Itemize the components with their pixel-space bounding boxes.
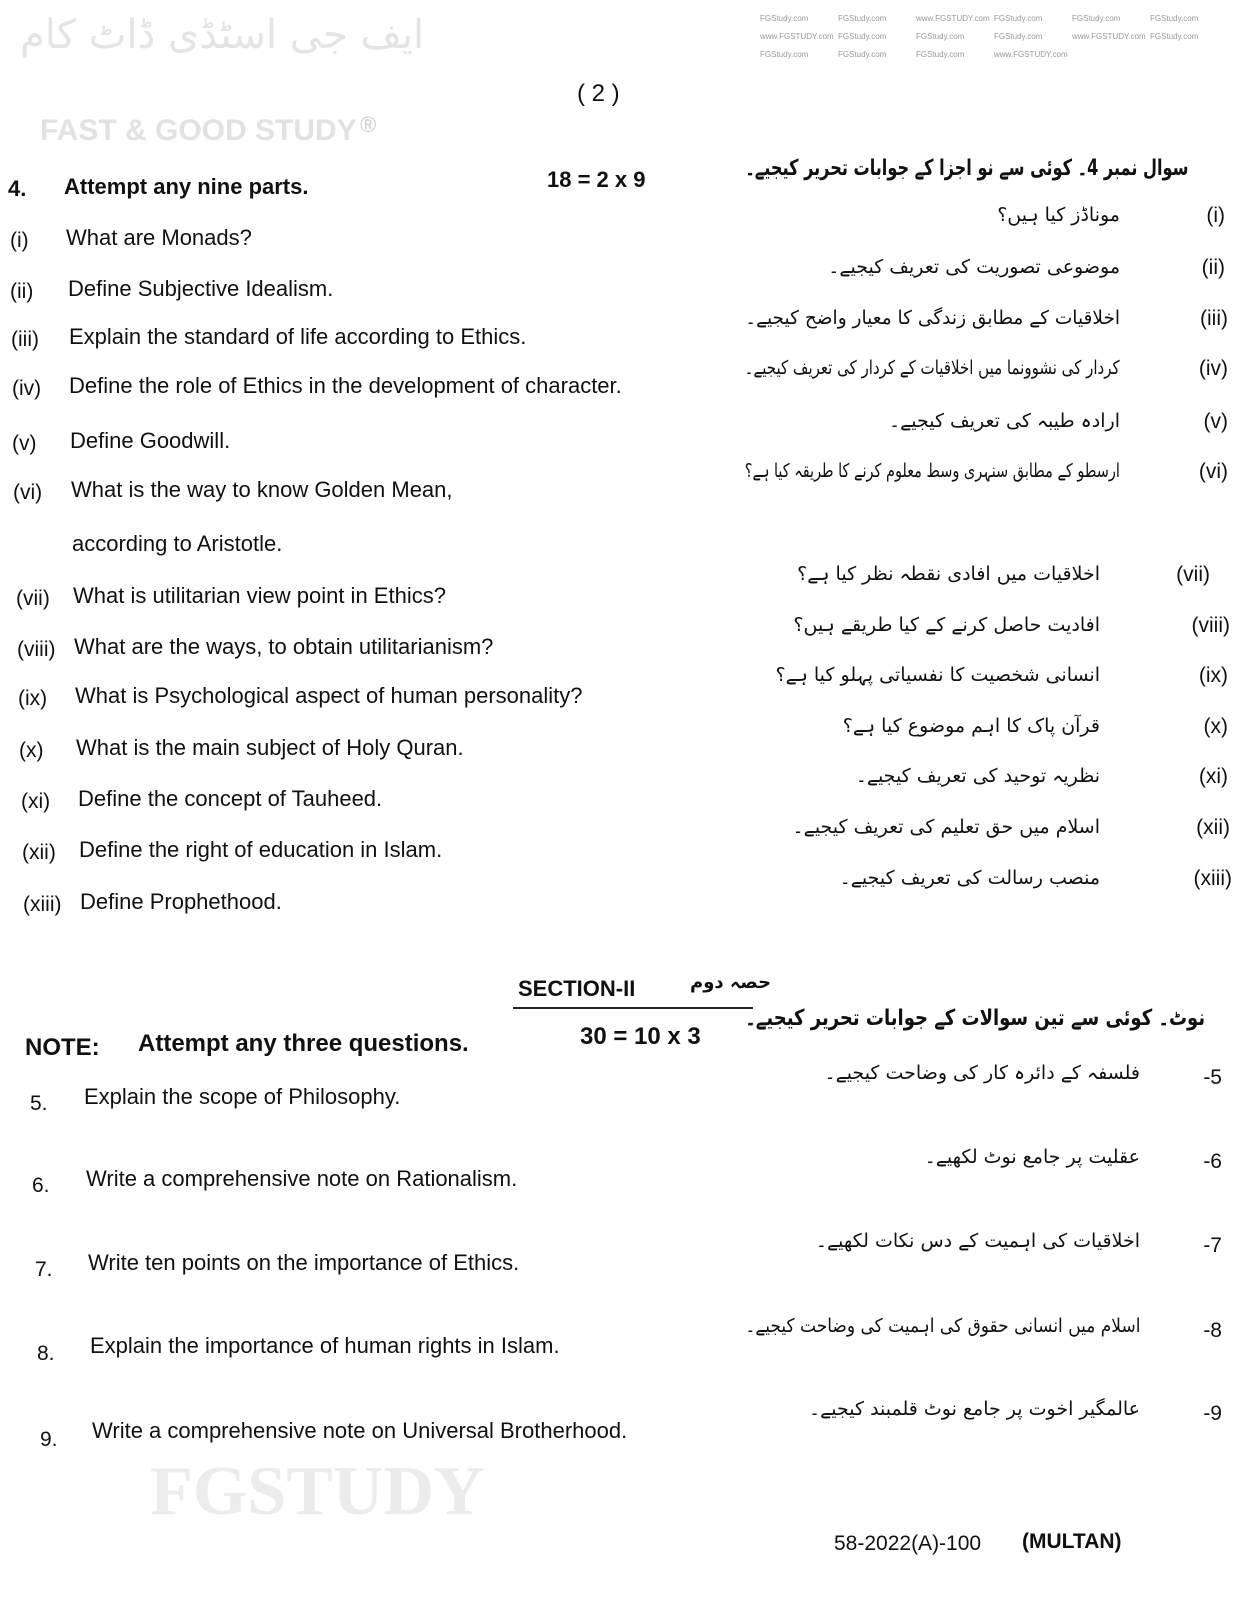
part1-urdu-heading: سوال نمبر 4۔ کوئی سے نو اجزا کے جوابات تحریر کیجیے۔ — [744, 156, 1188, 181]
watermark-small: FGStudy.com — [760, 50, 809, 59]
item-urdu-number: (xiii) — [1193, 867, 1232, 890]
item-urdu-text: انسانی شخصیت کا نفسیاتی پہلو کیا ہے؟ — [775, 664, 1100, 686]
item-english-text: What is Psychological aspect of human personality? — [75, 683, 583, 708]
item-urdu-number: (x) — [1203, 715, 1228, 738]
question-english-text: Write a comprehensive note on Rationalism. — [86, 1166, 518, 1191]
question-english-text: Write a comprehensive note on Universal Brotherhood. — [92, 1418, 628, 1443]
item-english-text: Define Subjective Idealism. — [68, 276, 334, 301]
item-urdu-text: نظریہ توحید کی تعریف کیجیے۔ — [855, 765, 1100, 787]
question-urdu-text: عقلیت پر جامع نوٹ لکھیے۔ — [924, 1146, 1140, 1168]
item-number: (ix) — [18, 687, 48, 710]
item-english-text: What is the way to know Golden Mean, — [71, 477, 453, 502]
item-urdu-text: قرآن پاک کا اہم موضوع کیا ہے؟ — [842, 715, 1100, 737]
page-number: ( 2 ) — [577, 80, 620, 107]
item-number: (x) — [19, 739, 44, 762]
watermark-brand: FGSTUDY — [150, 1453, 485, 1530]
item-urdu-text: منصب رسالت کی تعریف کیجیے۔ — [839, 867, 1100, 889]
watermark-small: FGStudy.com — [838, 32, 887, 41]
item-english-text: What is the main subject of Holy Quran. — [76, 735, 464, 760]
watermark-small: www.FGSTUDY.com — [916, 14, 990, 23]
item-number: (iii) — [11, 328, 39, 351]
item-number: (iv) — [12, 377, 42, 400]
watermark-small: FGStudy.com — [838, 14, 887, 23]
question-urdu-number: -6 — [1203, 1150, 1222, 1173]
question-urdu-number: -7 — [1203, 1234, 1222, 1257]
watermark-small: www.FGSTUDY.com — [1072, 32, 1146, 41]
section-title: SECTION-II — [518, 976, 636, 1001]
footer-code: 58-2022(A)-100 — [834, 1532, 982, 1555]
question-urdu-text: عالمگیر اخوت پر جامع نوٹ قلمبند کیجیے۔ — [809, 1398, 1140, 1420]
question-urdu-text: اخلاقیات کی اہمیت کے دس نکات لکھیے۔ — [815, 1230, 1140, 1252]
item-english-text: What is utilitarian view point in Ethics? — [73, 583, 446, 608]
question-urdu-number: -5 — [1203, 1066, 1222, 1089]
question-english-text: Explain the scope of Philosophy. — [84, 1084, 401, 1109]
question-number: 5. — [30, 1092, 48, 1115]
item-urdu-number: (ii) — [1201, 256, 1225, 279]
item-number: (viii) — [17, 638, 56, 661]
item-urdu-text: اخلاقیات کے مطابق زندگی کا معیار واضح کیجیے۔ — [745, 307, 1120, 329]
item-urdu-text: اسلام میں حق تعلیم کی تعریف کیجیے۔ — [792, 816, 1100, 838]
section2-marks: 30 = 10 x 3 — [580, 1023, 701, 1050]
item-urdu-text: افادیت حاصل کرنے کے کیا طریقے ہیں؟ — [793, 614, 1100, 636]
watermark-small: FGStudy.com — [994, 32, 1043, 41]
section2-instruction: Attempt any three questions. — [138, 1030, 469, 1057]
question-english-text: Explain the importance of human rights in Islam. — [90, 1333, 560, 1358]
section-underline — [513, 1007, 753, 1009]
watermark-tagline: FAST & GOOD STUDY — [40, 114, 357, 147]
watermark-small: FGStudy.com — [760, 14, 809, 23]
item-english-text: Define the concept of Tauheed. — [78, 786, 383, 811]
item-urdu-number: (iv) — [1198, 357, 1228, 380]
watermark-urdu: ایف جی اسٹڈی ڈاٹ کام — [20, 12, 425, 58]
item-english-text: What are Monads? — [66, 225, 252, 250]
item-urdu-text: موناڈز کیا ہیں؟ — [997, 204, 1120, 226]
watermark-small: www.FGSTUDY.com — [994, 50, 1068, 59]
item-number: (v) — [12, 432, 37, 455]
section-urdu-title: حصہ دوم — [690, 972, 772, 993]
item-number: (vii) — [16, 587, 50, 610]
watermark-registered: ® — [360, 112, 377, 137]
watermark-small: FGStudy.com — [916, 32, 965, 41]
item-urdu-text: ارادہ طیبہ کی تعریف کیجیے۔ — [888, 410, 1120, 432]
watermark-small: FGStudy.com — [1150, 32, 1199, 41]
watermark-small: FGStudy.com — [994, 14, 1043, 23]
item-urdu-number: (vii) — [1176, 563, 1210, 586]
question-number: 8. — [37, 1342, 55, 1365]
item-urdu-number: (viii) — [1191, 614, 1230, 637]
item-english-text: Define Prophethood. — [80, 889, 282, 914]
question-english-text: Write ten points on the importance of Ethics. — [88, 1250, 520, 1275]
item-number: (xiii) — [23, 893, 62, 916]
part1-marks: 18 = 2 x 9 — [547, 167, 646, 192]
item-urdu-text: موضوعی تصوریت کی تعریف کیجیے۔ — [828, 256, 1120, 278]
question-urdu-number: -9 — [1203, 1402, 1222, 1425]
item-english-text: Define the right of education in Islam. — [79, 837, 443, 862]
watermark-small: FGStudy.com — [916, 50, 965, 59]
question-number: 4. — [8, 176, 27, 201]
question-urdu-text: فلسفہ کے دائرہ کار کی وضاحت کیجیے۔ — [824, 1062, 1140, 1084]
question-urdu-text: اسلام میں انسانی حقوق کی اہمیت کی وضاحت کیجیے۔ — [744, 1315, 1140, 1337]
item-english-text: What are the ways, to obtain utilitarianism? — [74, 634, 494, 659]
question-urdu-number: -8 — [1203, 1319, 1222, 1342]
item-number: (xi) — [21, 790, 51, 813]
item-urdu-text: اخلاقیات میں افادی نقطہ نظر کیا ہے؟ — [797, 563, 1100, 585]
item-urdu-number: (vi) — [1198, 460, 1228, 483]
item-number: (ii) — [10, 280, 34, 303]
watermark-small: www.FGSTUDY.com — [760, 32, 834, 41]
watermark-small: FGStudy.com — [1072, 14, 1121, 23]
item-urdu-number: (iii) — [1200, 307, 1228, 330]
note-label: NOTE: — [25, 1034, 100, 1061]
item-english-text-continued: according to Aristotle. — [72, 531, 283, 556]
item-urdu-text: ارسطو کے مطابق سنہری وسط معلوم کرنے کا طریقہ کیا ہے؟ — [744, 460, 1120, 482]
item-english-text: Explain the standard of life according to Ethics. — [69, 324, 527, 349]
item-number: (vi) — [13, 481, 43, 504]
section2-urdu-note: نوٹ۔ کوئی سے تین سوالات کے جوابات تحریر کیجیے۔ — [745, 1006, 1205, 1031]
part1-instruction: Attempt any nine parts. — [64, 174, 309, 199]
item-urdu-text: کردار کی نشوونما میں اخلاقیات کے کردار کی تعریف کیجیے۔ — [745, 357, 1120, 379]
item-english-text: Define Goodwill. — [70, 428, 231, 453]
item-urdu-number: (xi) — [1198, 765, 1228, 788]
item-number: (xii) — [22, 841, 56, 864]
item-urdu-number: (xii) — [1196, 816, 1230, 839]
item-number: (i) — [10, 229, 29, 252]
footer-board: (MULTAN) — [1022, 1530, 1122, 1553]
question-number: 9. — [40, 1428, 58, 1451]
item-english-text: Define the role of Ethics in the development of character. — [69, 373, 622, 398]
watermark-small: FGStudy.com — [838, 50, 887, 59]
item-urdu-number: (i) — [1206, 204, 1225, 227]
item-urdu-number: (v) — [1203, 410, 1228, 433]
question-number: 6. — [32, 1174, 50, 1197]
question-number: 7. — [35, 1258, 53, 1281]
item-urdu-number: (ix) — [1198, 664, 1228, 687]
watermark-small: FGStudy.com — [1150, 14, 1199, 23]
